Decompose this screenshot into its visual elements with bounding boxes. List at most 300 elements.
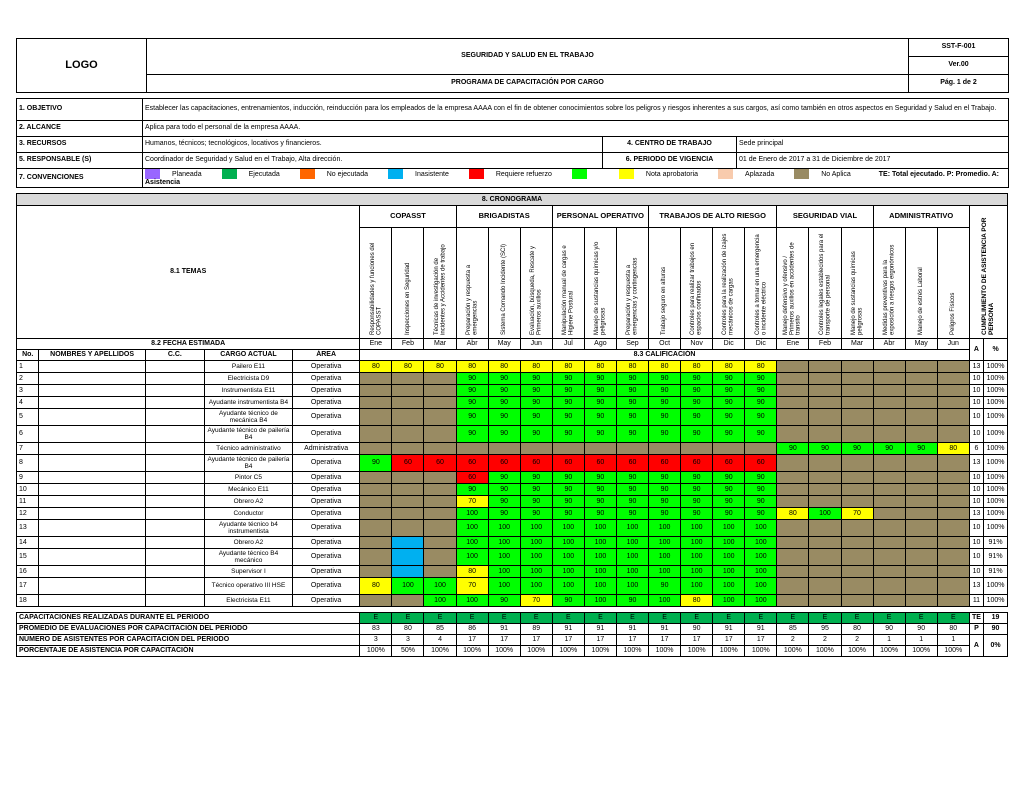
score-cell: 90 (713, 496, 745, 508)
score-cell: 90 (552, 472, 584, 484)
score-cell: 60 (713, 455, 745, 472)
score-cell: 90 (520, 373, 552, 385)
row-nombre (39, 520, 145, 537)
promedio-cell: 83 (360, 624, 392, 635)
score-cell (424, 520, 456, 537)
score-cell: 90 (520, 496, 552, 508)
realizada-cell: E (520, 613, 552, 624)
promedio-cell: 89 (520, 624, 552, 635)
score-cell: 90 (552, 595, 584, 607)
porcentaje-cell: 100% (745, 646, 777, 657)
score-cell: 100 (649, 520, 681, 537)
responsable-label: 5. RESPONSABLE (S) (17, 153, 143, 169)
promedio-cell: 91 (745, 624, 777, 635)
score-cell (905, 484, 937, 496)
score-cell: 100 (456, 508, 488, 520)
score-cell (777, 409, 809, 426)
score-cell: 90 (584, 508, 616, 520)
porcentaje-cell: 100% (424, 646, 456, 657)
score-cell (392, 472, 424, 484)
row-cc (145, 549, 204, 566)
row-cargo: Obrero A2 (205, 537, 293, 549)
score-cell: 90 (649, 484, 681, 496)
convention-swatch (145, 169, 160, 179)
score-cell: 90 (520, 484, 552, 496)
score-cell (905, 578, 937, 595)
score-cell (873, 361, 905, 373)
row-cc (145, 595, 204, 607)
score-cell (360, 595, 392, 607)
info-table (16, 98, 1009, 188)
score-cell (424, 549, 456, 566)
score-cell (873, 578, 905, 595)
score-cell (360, 496, 392, 508)
score-cell (777, 361, 809, 373)
score-cell (360, 385, 392, 397)
row-area: Operativa (292, 484, 359, 496)
score-cell: 100 (488, 566, 520, 578)
row-cargo: Obrero A2 (205, 496, 293, 508)
score-cell (809, 549, 841, 566)
row-area: Operativa (292, 496, 359, 508)
row-no: 16 (17, 566, 39, 578)
convention-swatch (572, 169, 587, 179)
realizada-cell: E (649, 613, 681, 624)
score-cell: 100 (681, 566, 713, 578)
score-cell: 90 (745, 397, 777, 409)
score-cell: 100 (649, 566, 681, 578)
row-attendance: 10 (969, 537, 983, 549)
score-cell (905, 472, 937, 484)
porcentaje-cell: 100% (360, 646, 392, 657)
score-cell: 100 (488, 549, 520, 566)
row-no: 18 (17, 595, 39, 607)
score-cell (360, 508, 392, 520)
score-cell (777, 566, 809, 578)
score-cell: 90 (649, 373, 681, 385)
row-cargo: Técnico operativo III HSE (205, 578, 293, 595)
score-cell: 70 (520, 595, 552, 607)
score-cell (392, 508, 424, 520)
row-percent: 100% (984, 409, 1008, 426)
month-cell: Abr (873, 339, 905, 350)
score-cell: 60 (649, 455, 681, 472)
topic-header (713, 228, 745, 339)
row-nombre (39, 496, 145, 508)
row-attendance: 10 (969, 520, 983, 537)
score-cell: 90 (616, 496, 648, 508)
score-cell (360, 484, 392, 496)
month-cell: Ene (360, 339, 392, 350)
topic-label: Preparación y respuesta a emergencias (465, 265, 479, 336)
score-cell: 90 (520, 385, 552, 397)
score-cell: 100 (616, 520, 648, 537)
month-cell: Jul (552, 339, 584, 350)
score-cell (584, 443, 616, 455)
score-cell: 90 (745, 496, 777, 508)
row-no: 11 (17, 496, 39, 508)
row-no: 5 (17, 409, 39, 426)
score-cell: 100 (552, 520, 584, 537)
score-cell: 90 (649, 409, 681, 426)
topic-header (873, 228, 905, 339)
score-cell: 90 (456, 397, 488, 409)
row-attendance: 13 (969, 361, 983, 373)
table-row (17, 496, 1008, 508)
topic-label: Manejo de sustancias químicas peligrosas (850, 251, 864, 336)
score-cell: 90 (841, 443, 873, 455)
row-attendance: 10 (969, 549, 983, 566)
row-no: 13 (17, 520, 39, 537)
score-cell (873, 426, 905, 443)
score-cell: 90 (616, 595, 648, 607)
score-cell: 100 (616, 537, 648, 549)
row-cargo: Ayudante técnico de mecánica B4 (205, 409, 293, 426)
topic-header (360, 228, 392, 339)
row-percent: 91% (984, 537, 1008, 549)
score-cell: 90 (520, 426, 552, 443)
score-cell: 90 (713, 373, 745, 385)
score-cell: 60 (456, 472, 488, 484)
row-percent: 100% (984, 472, 1008, 484)
score-cell: 100 (584, 537, 616, 549)
objetivo-label: 1. OBJETIVO (17, 99, 143, 121)
score-cell: 90 (552, 484, 584, 496)
score-cell (841, 361, 873, 373)
score-cell (456, 443, 488, 455)
score-cell: 100 (713, 537, 745, 549)
score-cell: 90 (616, 373, 648, 385)
score-cell (905, 361, 937, 373)
program-sheet (16, 38, 1008, 657)
score-cell (841, 566, 873, 578)
row-no: 4 (17, 397, 39, 409)
row-percent: 100% (984, 508, 1008, 520)
cumplimiento-label: CUMPLIMIENTO DE ASISTENCIA POR PERSONA (980, 217, 995, 336)
month-cell: Jun (937, 339, 969, 350)
convention-item (794, 171, 857, 178)
pct-header: % (984, 339, 1008, 361)
score-cell (360, 566, 392, 578)
score-cell: 100 (552, 537, 584, 549)
asistentes-label: NÚMERO DE ASISTENTES POR CAPACITACIÓN DEL PERIODO (17, 635, 360, 646)
row-cargo: Electricista D9 (205, 373, 293, 385)
score-cell: 100 (713, 549, 745, 566)
score-cell (392, 385, 424, 397)
porcentaje-cell: 100% (841, 646, 873, 657)
score-cell (937, 385, 969, 397)
topic-label: Inspecciones en Seguridad (404, 262, 411, 336)
score-cell (841, 595, 873, 607)
score-cell: 90 (616, 508, 648, 520)
topic-header (616, 228, 648, 339)
row-percent: 100% (984, 385, 1008, 397)
score-cell (905, 397, 937, 409)
score-cell: 90 (649, 397, 681, 409)
score-cell (392, 443, 424, 455)
table-row (17, 443, 1008, 455)
row-attendance: 10 (969, 409, 983, 426)
fecha-label: 8.2 FECHA ESTIMADA (17, 339, 360, 350)
table-row (17, 409, 1008, 426)
row-no: 6 (17, 426, 39, 443)
promedio-label: PROMEDIO DE EVALUACIONES POR CAPACITACIÓN DEL PERIODO (17, 624, 360, 635)
convention-swatch (300, 169, 315, 179)
convention-swatch (718, 169, 733, 179)
table-row (17, 537, 1008, 549)
score-cell: 90 (649, 578, 681, 595)
score-cell (777, 484, 809, 496)
porcentaje-label: PORCENTAJE DE ASISTENCIA POR CAPACITACIÓN (17, 646, 360, 657)
alcance-label: 2. ALCANCE (17, 121, 143, 137)
score-cell (392, 426, 424, 443)
a-sum-label: A (969, 635, 983, 657)
score-cell (809, 409, 841, 426)
doc-title: SEGURIDAD Y SALUD EN EL TRABAJO (147, 39, 909, 75)
score-cell (905, 508, 937, 520)
score-cell (424, 484, 456, 496)
row-nombre (39, 443, 145, 455)
month-cell: Mar (841, 339, 873, 350)
score-cell: 90 (488, 595, 520, 607)
asistentes-cell: 2 (809, 635, 841, 646)
month-cell: May (905, 339, 937, 350)
score-cell (905, 385, 937, 397)
score-cell (777, 537, 809, 549)
score-cell: 90 (649, 472, 681, 484)
score-cell: 100 (713, 566, 745, 578)
row-no: 15 (17, 549, 39, 566)
realizadas-label: CAPACITACIONES REALIZADAS DURANTE EL PERIODO (17, 613, 360, 624)
score-cell: 90 (681, 385, 713, 397)
row-nombre (39, 361, 145, 373)
score-cell (777, 472, 809, 484)
score-cell: 100 (488, 578, 520, 595)
promedio-cell: 80 (841, 624, 873, 635)
doc-version: Ver.00 (909, 57, 1009, 75)
promedio-cell: 85 (777, 624, 809, 635)
score-cell: 90 (520, 409, 552, 426)
row-cc (145, 361, 204, 373)
score-cell: 90 (713, 472, 745, 484)
score-cell: 90 (745, 385, 777, 397)
score-cell (360, 549, 392, 566)
score-cell: 90 (552, 409, 584, 426)
score-cell (873, 520, 905, 537)
month-cell: Abr (456, 339, 488, 350)
score-cell (905, 595, 937, 607)
score-cell: 100 (584, 595, 616, 607)
score-cell: 80 (649, 361, 681, 373)
row-area: Operativa (292, 578, 359, 595)
score-cell: 100 (424, 595, 456, 607)
objetivo-text: Establecer las capacitaciones, entrenamientos, inducción, reinducción para los empleados de la empresa AAAA con el fin de obtener conocimientos sobre los peligros y riesgos inherentes a sus cargos, así como también en otros aspectos en Seguridad y Salud en el Trabajo. (143, 99, 1009, 121)
topic-header (937, 228, 969, 339)
row-percent: 100% (984, 578, 1008, 595)
row-nombre (39, 549, 145, 566)
score-cell (873, 409, 905, 426)
row-no: 17 (17, 578, 39, 595)
topic-header (584, 228, 616, 339)
month-cell: Ene (777, 339, 809, 350)
score-cell (424, 397, 456, 409)
row-area: Operativa (292, 385, 359, 397)
topic-label: Medidas preventivas para la exposición a riesgos ergonómicos (882, 244, 896, 336)
doc-code: SST-F-001 (909, 39, 1009, 57)
topic-header (681, 228, 713, 339)
score-cell (777, 373, 809, 385)
score-cell (424, 426, 456, 443)
score-cell: 90 (649, 496, 681, 508)
recursos-text: Humanos, técnicos; tecnológicos, locativos y financieros. (143, 137, 603, 153)
promedio-cell: 85 (424, 624, 456, 635)
convention-item (222, 171, 286, 178)
a-header: A (969, 339, 983, 361)
score-cell (905, 566, 937, 578)
logo-box: LOGO (17, 39, 147, 93)
topic-header (745, 228, 777, 339)
topic-header (488, 228, 520, 339)
convention-label: Planeada (172, 170, 202, 178)
porcentaje-cell: 100% (809, 646, 841, 657)
porcentaje-cell: 100% (584, 646, 616, 657)
row-attendance: 13 (969, 455, 983, 472)
row-cargo: Ayudante técnico B4 mecánico (205, 549, 293, 566)
score-cell (777, 595, 809, 607)
row-attendance: 6 (969, 443, 983, 455)
group-header: TRABAJOS DE ALTO RIESGO (649, 206, 777, 228)
month-cell: Jun (520, 339, 552, 350)
row-cargo: Ayudante técnico b4 instrumentista (205, 520, 293, 537)
score-cell: 90 (488, 496, 520, 508)
topic-header (841, 228, 873, 339)
convention-item (388, 171, 455, 178)
porcentaje-cell: 100% (937, 646, 969, 657)
promedio-cell: 80 (937, 624, 969, 635)
score-cell: 90 (873, 443, 905, 455)
row-percent: 100% (984, 426, 1008, 443)
score-cell (392, 520, 424, 537)
month-cell: Dic (745, 339, 777, 350)
score-cell (424, 472, 456, 484)
asistentes-cell: 2 (841, 635, 873, 646)
score-cell: 90 (456, 385, 488, 397)
promedio-cell: 91 (552, 624, 584, 635)
asistentes-cell: 1 (873, 635, 905, 646)
promedio-cell: 91 (616, 624, 648, 635)
convention-item (145, 171, 208, 178)
row-no: 10 (17, 484, 39, 496)
row-area: Operativa (292, 397, 359, 409)
score-cell (745, 443, 777, 455)
score-cell (937, 520, 969, 537)
row-cargo: Ayudante técnico de pailería B4 (205, 426, 293, 443)
score-cell: 80 (681, 595, 713, 607)
score-cell (360, 373, 392, 385)
score-cell (873, 595, 905, 607)
score-cell (937, 537, 969, 549)
row-cargo: Ayudante técnico de pailería B4 (205, 455, 293, 472)
row-cargo: Ayudante instrumentista B4 (205, 397, 293, 409)
row-nombre (39, 472, 145, 484)
score-cell: 60 (616, 455, 648, 472)
month-cell: Dic (713, 339, 745, 350)
row-no: 7 (17, 443, 39, 455)
row-nombre (39, 409, 145, 426)
score-cell (873, 472, 905, 484)
score-cell (937, 472, 969, 484)
score-cell: 90 (488, 426, 520, 443)
table-row (17, 472, 1008, 484)
score-cell: 90 (488, 397, 520, 409)
month-cell: Mar (424, 339, 456, 350)
score-cell: 90 (488, 484, 520, 496)
cumplimiento-header (969, 206, 1007, 339)
col-cargo: CARGO ACTUAL (205, 350, 293, 361)
score-cell: 90 (649, 508, 681, 520)
score-cell: 90 (616, 385, 648, 397)
alcance-text: Aplica para todo el personal de la empresa AAAA. (143, 121, 1009, 137)
topic-header (552, 228, 584, 339)
table-row (17, 566, 1008, 578)
score-cell (937, 409, 969, 426)
score-cell (360, 537, 392, 549)
topic-header (649, 228, 681, 339)
convention-label: Inasistente (415, 170, 449, 178)
row-cc (145, 484, 204, 496)
row-percent: 91% (984, 549, 1008, 566)
convention-item (469, 171, 558, 178)
realizada-cell: E (392, 613, 424, 624)
score-cell (809, 578, 841, 595)
temas-label: 8.1 TEMAS (17, 206, 360, 339)
table-row (17, 373, 1008, 385)
convenciones-note: TE: Total ejecutado. P: Promedio. A: Asistencia (145, 170, 999, 186)
score-cell (777, 426, 809, 443)
porcentaje-cell: 100% (905, 646, 937, 657)
score-cell: 90 (745, 508, 777, 520)
score-cell: 60 (584, 455, 616, 472)
score-cell: 60 (745, 455, 777, 472)
porcentaje-cell: 100% (520, 646, 552, 657)
score-cell (424, 566, 456, 578)
table-row (17, 397, 1008, 409)
row-cc (145, 496, 204, 508)
score-cell (841, 397, 873, 409)
porcentaje-cell: 50% (392, 646, 424, 657)
topic-header (424, 228, 456, 339)
convention-swatch (222, 169, 237, 179)
score-cell (809, 595, 841, 607)
topic-header (809, 228, 841, 339)
porcentaje-cell: 100% (456, 646, 488, 657)
row-attendance: 13 (969, 508, 983, 520)
asistentes-cell: 17 (584, 635, 616, 646)
score-cell (649, 443, 681, 455)
row-cc (145, 385, 204, 397)
promedio-cell: 91 (584, 624, 616, 635)
score-cell (360, 472, 392, 484)
doc-subtitle: PROGRAMA DE CAPACITACIÓN POR CARGO (147, 75, 909, 93)
row-area: Operativa (292, 595, 359, 607)
score-cell (841, 537, 873, 549)
score-cell (777, 496, 809, 508)
score-cell (616, 443, 648, 455)
score-cell: 80 (424, 361, 456, 373)
month-cell: Nov (681, 339, 713, 350)
score-cell: 90 (713, 426, 745, 443)
asistentes-cell: 17 (456, 635, 488, 646)
